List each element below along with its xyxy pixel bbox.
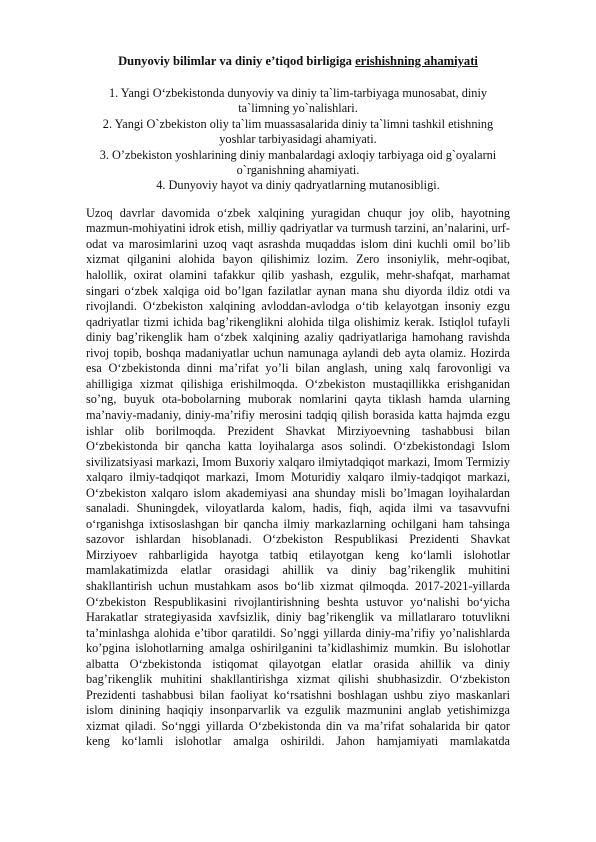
plan-item: 2. Yangi O`zbekiston oliy ta`lim muassasalarida diniy ta`limni tashkil etishning yoshlar tarbiyasidagi ahamiyati. — [102, 116, 494, 147]
body-paragraph: Uzoq davrlar davomida o‘zbek xalqining yuragidan chuqur joy olib, hayotning mazmun-mohiyatini idrok etish, milliy qadriyatlar va turmush tarzini, an’nalarini, urf-odat va marosimlarini uzoq vaqt asrashda muqaddas islom dini kuchli omil bo’lib xizmat qilganini alohida bayon qilishimiz lozim. Zero insoniylik, mehr-oqibat, halollik, oxirat olamini tafakkur qilib yashash, ezgulik, mehr-shafqat, marhamat singari o‘zbek xalqiga oid bo’lgan fazilatlar aynan mana shu diyorda ildiz otdi va rivojlandi. O‘zbekiston xalqining avloddan-avlodga o‘tib kelayotgan insoniy ezgu qadriyatlar tizmi ichida bag’rikenglikni alohida tilga olishimiz kerak. Istiqlol tufayli diniy bag’rikenglik ham o‘zbek xalqining azaliy qadriyatlariga hamohang ravishda rivoj topib, boshqa madaniyatlar uchun namunaga aylandi deb ayta olamiz. Hozirda esa O‘zbekistonda dinni ma’rifat yo’li bilan anglash, uning xalq farovonligi va ahilligiga xizmat qilishiga erishilmoqda. O‘zbekiston mustaqillikka erishganidan so’ng, buyuk ota-bobolarning muborak nomlarini qayta tiklash hamda ularning ma’naviy-madaniy, diniy-ma’rifiy merosini tadqiq qilish borasida katta hajmda ezgu ishlar olib borilmoqda. Prezident Shavkat Mirziyoevning tashabbusi bilan O‘zbekistonda bir qancha katta loyihalarga asos solindi. O‘zbekistondagi Islom sivilizatsiyasi markazi, Imom Buxoriy xalqaro ilmiytadqiqot markazi, Imom Termiziy xalqaro ilmiy-tadqiqot markazi, Imom Moturidiy xalqaro ilmiy-tadqiqot markazi, O‘zbekiston xalqaro islom akademiyasi ana shunday misli bo’lmagan loyihalardan sanaladi. Shuningdek, viloyatlarda kalom, hadis, fiqh, aqida ilmi va tasavvufni o‘rganishga ixtisoslashgan bir qancha ilmiy markazlarning ochilgani ham tahsinga sazovor ishlardan hisoblanadi. O‘zbekiston Respublikasi Prezidenti Shavkat Mirziyoev rahbarligida hayotga tatbiq etilayotgan keng ko‘lamli islohotlar mamlakatimizda elatlar orasidagi ahillik va diniy bag’rikenglik muhitini shakllantirish uchun mustahkam asos bo‘lib xizmat qilmoqda. 2017-2021-yillarda O‘zbekiston Respublikasini rivojlantirishning beshta ustuvor yo‘nalishi bo‘yicha Harakatlar strategiyasida xavfsizlik, diniy bag’rikenglik va millatlararo totuvlikni ta’minlashga alohida e’tibor qaratildi. So’nggi yillarda diniy-ma’rifiy yo’nalishlarda ko’pgina islohotlarning amalga oshirilganini ta’kidlashimiz mumkin. Bu islohotlar albatta O‘zbekistonda istiqomat qilayotgan elatlar orasida ahillik va diniy bag’rikenglik muhitini shakllantirishga xizmat qilishi shubhasizdir. O‘zbekiston Prezidenti tashabbusi bilan faoliyat ko‘rsatishni boshlagan ushbu ziyo maskanlari islom dinining haqiqiy insonparvarlik va ezgulik mazmunini anglab yetishimizga xizmat qiladi. So‘nggi yillarda O‘zbekistonda din va ma’rifat sohalarida bir qator keng ko‘lamli islohotlar amalga oshirildi. Jahon hamjamiyati mamlakatda — [86, 205, 510, 749]
plan-item: 4. Dunyoviy hayot va diniy qadryatlarning mutanosibligi. — [156, 178, 440, 193]
title-main-text: Dunyoviy bilimlar va diniy e’tiqod birligiga — [118, 54, 356, 68]
plan-item: 1. Yangi O‘zbekistonda dunyoviy va diniy ta`lim-tarbiyaga munosabat, diniy ta`limning yo`nalishlari. — [108, 86, 488, 116]
document-title — [86, 52, 510, 70]
title-underlined-text: erishishning ahamiyati — [355, 54, 478, 68]
plan-list — [86, 86, 510, 194]
plan-item: 3. O’zbekiston yoshlarining diniy manbalardagi axloqiy tarbiyaga oid g`oyalarni o`rganishning ahamiyati. — [99, 147, 497, 178]
